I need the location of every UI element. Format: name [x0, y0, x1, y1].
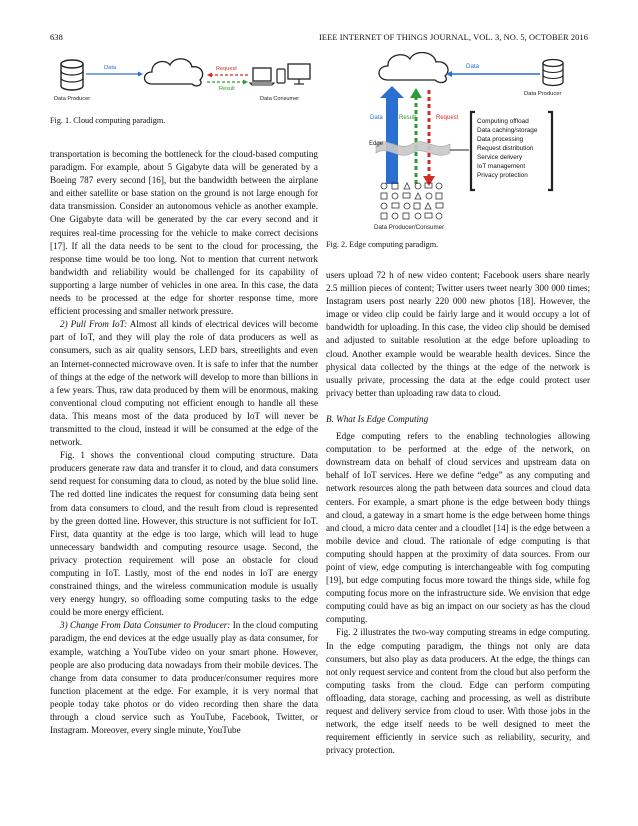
database-icon: [61, 60, 83, 90]
laptop-icon: [250, 68, 274, 85]
data-up-arrow: [386, 96, 398, 184]
paragraph-body: In the cloud computing paradigm, the end devices at the edge usually play as data consumer, for example, watching a YouTube video on your smart phone. However, people are also producing data nowadays from their mobile devices. The change from data consumer to data producer/consumer requires more function placement at the edge. For example, it is very normal that people today take photos or do video recording then share the data through a cloud service such as YouTube, Facebook, Twitter, or Instagram. Moreover, every single minute, YouTube: [50, 620, 318, 736]
services-list: [477, 118, 538, 179]
fig2-data-label: Data: [370, 115, 383, 121]
fig2-data-top-label: Data: [466, 63, 480, 70]
figure-2-caption: Fig. 2. Edge computing paradigm.: [326, 240, 439, 249]
service-item: Data caching/storage: [477, 127, 538, 134]
paragraph: Fig. 1 shows the conventional cloud computing structure. Data producers generate raw data and transfer it to cloud, and data consumers send request for consuming data to cloud, as noted by the blue solid line. The red dotted line indicates the request for consuming data being sent from data consumers to cloud, and the result from cloud is represented by the green dotted line. However, this structure is not sufficient for IoT. First, data quantity at the edge is too large, which will lead to huge unnecessary bandwidth and computing resource usage. Second, the privacy protection requirement will pose an obstacle for cloud computing in IoT. Lastly, most of the end nodes in IoT are energy constrained things, and the wireless communication module is usually very energy hungry, so offloading some computing tasks to the edge could be more energy efficient.: [50, 450, 318, 618]
fig1-consumer-label: Data Consumer: [260, 96, 300, 102]
page-number: 638: [50, 33, 63, 42]
journal-header: IEEE INTERNET OF THINGS JOURNAL, VOL. 3, NO. 5, OCTOBER 2016: [319, 33, 588, 42]
figure-2-diagram: [326, 52, 590, 234]
service-item: Privacy protection: [477, 172, 528, 179]
left-column-text: [50, 148, 318, 737]
fig2-producer-top-label: Data Producer: [524, 91, 562, 97]
service-item: Computing offload: [477, 118, 529, 125]
cloud-icon: [379, 53, 448, 83]
fig1-data-label: Data: [104, 65, 117, 71]
database-icon: [543, 60, 563, 86]
monitor-icon: [288, 64, 310, 84]
subsection-heading: 3) Change From Data Consumer to Producer:: [60, 620, 231, 631]
service-item: Request distribution: [477, 145, 534, 152]
cloud-icon: [145, 59, 203, 86]
fig2-request-label: Request: [436, 115, 459, 121]
paragraph: [50, 619, 318, 737]
figure-1-caption: Fig. 1. Cloud computing paradigm.: [50, 116, 166, 125]
right-bracket: [548, 112, 552, 190]
fig2-result-label: Result: [399, 115, 417, 121]
paragraph: [50, 318, 318, 449]
device-icon-grid: [381, 183, 443, 219]
service-item: Service delivery: [477, 154, 523, 161]
paragraph: Fig. 2 illustrates the two-way computing streams in edge computing. In the edge computing paradigm, the things not only are data consumers, but also play as data producers. At the edge, the things can not only request service and content from the cloud but also perform the computing tasks from the cloud. Edge can perform computing offloading, data storage, caching and processing, as well as distribute request and delivery service from cloud to user. With those jobs in the network, the edge itself needs to be well designed to meet the requirement efficiently in service such as reliability, security, and privacy protection.: [326, 627, 590, 756]
fig1-producer-label: Data Producer: [54, 96, 91, 102]
paragraph-body: Almost all kinds of electrical devices will become part of IoT, and they will play the role of data producers as well as consumers, such as air quality sensors, LED bars, streetlights and even an Internet-connected microwave oven. It is safe to infer that the number of things at the edge of the network will develop to more than billions in a few years. Thus, raw data produced by them will be enormous, making conventional cloud computing not efficient enough to handle all these data. This means most of the data produced by IoT will never be transmitted to the cloud, instead it will be consumed at the edge of the network.: [50, 319, 318, 448]
fig2-bottom-label: Data Producer/Consumer: [374, 224, 445, 231]
section-heading: B. What Is Edge Computing: [326, 413, 429, 424]
fig1-request-label: Request: [216, 66, 237, 72]
figure-1-diagram: [50, 52, 318, 112]
right-column-text: [326, 269, 590, 757]
paragraph: Edge computing refers to the enabling technologies allowing computation to be performed at the edge of the network, on downstream data on behalf of cloud services and upstream data on behalf of IoT services. Here we define “edge” as any computing and network resources along the path between data sources and cloud data centers. For example, a smart phone is the edge between body things and cloud, a gateway in a smart home is the edge between home things and cloud, a micro data center and a cloudlet [14] is the edge between a mobile device and cloud. The rationale of edge computing is that computing should happen at the proximity of data sources. From our point of view, edge computing is interchangeable with fog computing [19], but edge computing focus more toward the things side, while fog computing focus more on the infrastructure side. We envision that edge computing could have as big an impact on our society as has the cloud computing.: [326, 431, 590, 625]
fig2-edge-label: Edge: [369, 141, 384, 147]
paragraph: transportation is becoming the bottleneck for the cloud-based computing paradigm. For example, about 5 Gigabyte data will be generated by a Boeing 787 every second [16], but the bandwidth between the airplane and either satellite or base station on the ground is not large enough for data transmission. Consider an autonomous vehicle as another example. One Gigabyte data will be generated by the car every second and it requires real-time processing for the vehicle to make correct decisions [17]. If all the data needs to be sent to the cloud for processing, the response time would be too long. Not to mention that current network bandwidth and reliability would be challenged for its capability of supporting a large number of vehicles in one area. In this case, the data needs to be processed at the edge for shorter response time, more efficient processing and smaller network pressure.: [50, 149, 318, 317]
service-item: IoT management: [477, 163, 526, 170]
left-bracket: [471, 112, 475, 190]
phone-icon: [277, 69, 285, 83]
fig1-result-label: Result: [219, 86, 235, 92]
iot-device-icons: [381, 183, 443, 219]
subsection-heading: 2) Pull From IoT:: [60, 319, 128, 330]
service-item: Data processing: [477, 136, 524, 143]
paragraph: users upload 72 h of new video content; Facebook users share nearly 2.5 million pieces of content; Twitter users tweet nearly 300 000 times; Instagram users post nearly 220 000 new photos [18]. However, the image or video clip could be fairly large and it would occupy a lot of bandwidth for uploading. In this case, the video clip should be demised and adjusted to suitable resolution at the edge before uploading to cloud. Another example would be wearable health devices. Since the physical data collected by the things at the edge of the network is usually private, processing the data at the edge could protect user privacy better than uploading raw data to cloud.: [326, 270, 590, 398]
